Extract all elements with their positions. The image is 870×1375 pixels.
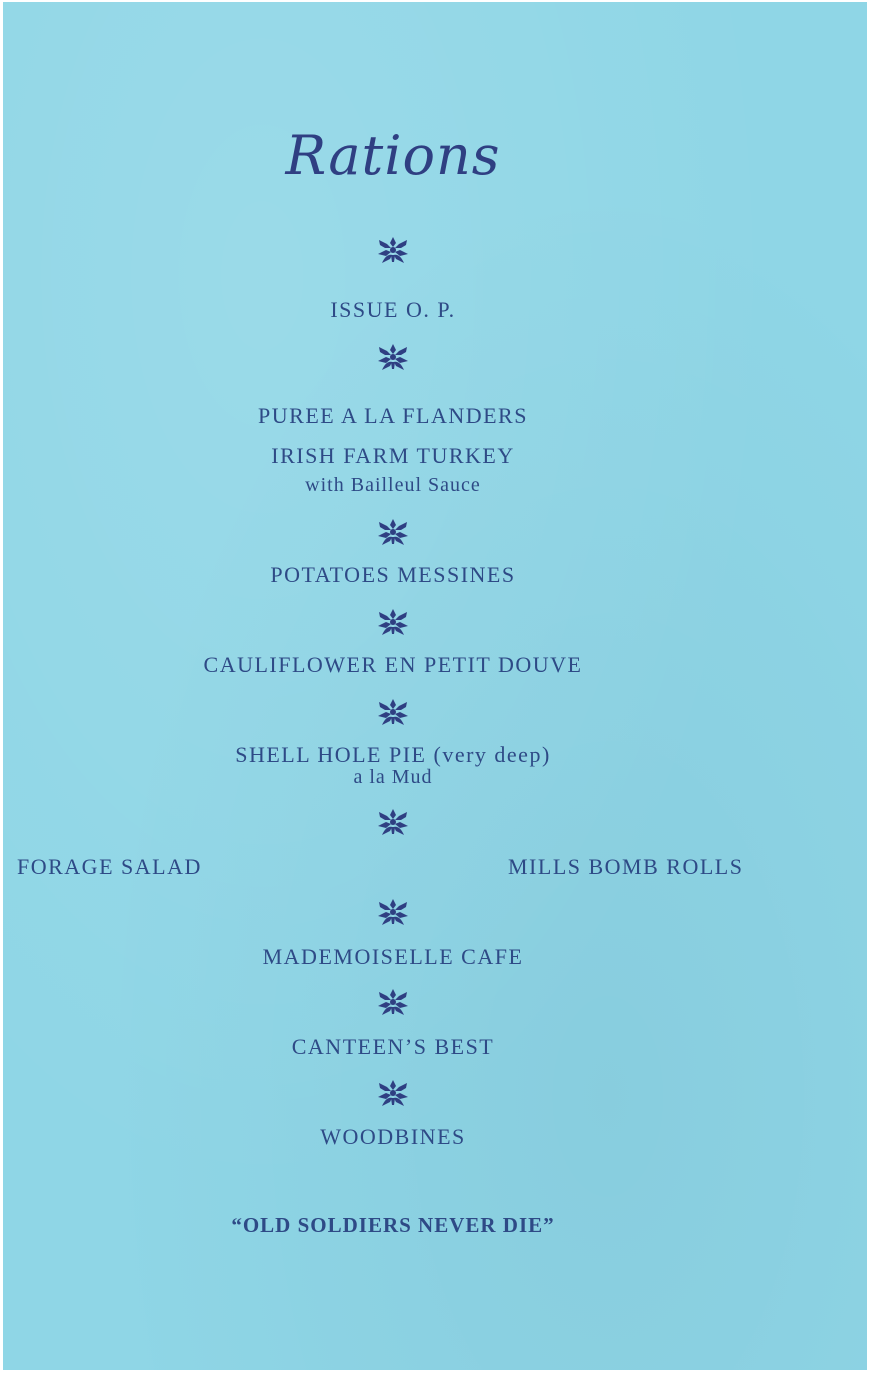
menu-item-salad: FORAGE SALAD [17, 854, 202, 879]
menu-item-pie: SHELL HOLE PIE (very deep) [235, 742, 551, 767]
menu-item-puree: PUREE A LA FLANDERS [258, 403, 528, 428]
menu-item-canteen: CANTEEN’S BEST [291, 1034, 495, 1059]
fleuron-ornament-icon [376, 897, 410, 927]
fleuron-ornament-icon [376, 235, 410, 265]
menu-motto: “OLD SOLDIERS NEVER DIE” [231, 1213, 555, 1237]
fleuron-ornament-icon [376, 987, 410, 1017]
menu-card [3, 2, 867, 1370]
fleuron-ornament-icon [376, 607, 410, 637]
menu-item-turkey-sauce: with Bailleul Sauce [305, 474, 481, 496]
fleuron-ornament-icon [376, 807, 410, 837]
fleuron-ornament-icon [376, 697, 410, 727]
fleuron-ornament-icon [376, 1078, 410, 1108]
fleuron-ornament-icon [376, 342, 410, 372]
menu-item-rolls: MILLS BOMB ROLLS [508, 854, 744, 879]
menu-item-cauliflower: CAULIFLOWER EN PETIT DOUVE [203, 652, 583, 677]
menu-item-issue: ISSUE O. P. [330, 297, 456, 322]
menu-item-woodbines: WOODBINES [320, 1124, 466, 1149]
menu-title: Rations [285, 124, 501, 187]
menu-item-cafe: MADEMOISELLE CAFE [262, 944, 524, 969]
fleuron-ornament-icon [376, 517, 410, 547]
menu-item-pie-sub: a la Mud [353, 766, 433, 788]
menu-item-potatoes: POTATOES MESSINES [270, 562, 516, 587]
menu-item-turkey: IRISH FARM TURKEY [271, 443, 515, 468]
